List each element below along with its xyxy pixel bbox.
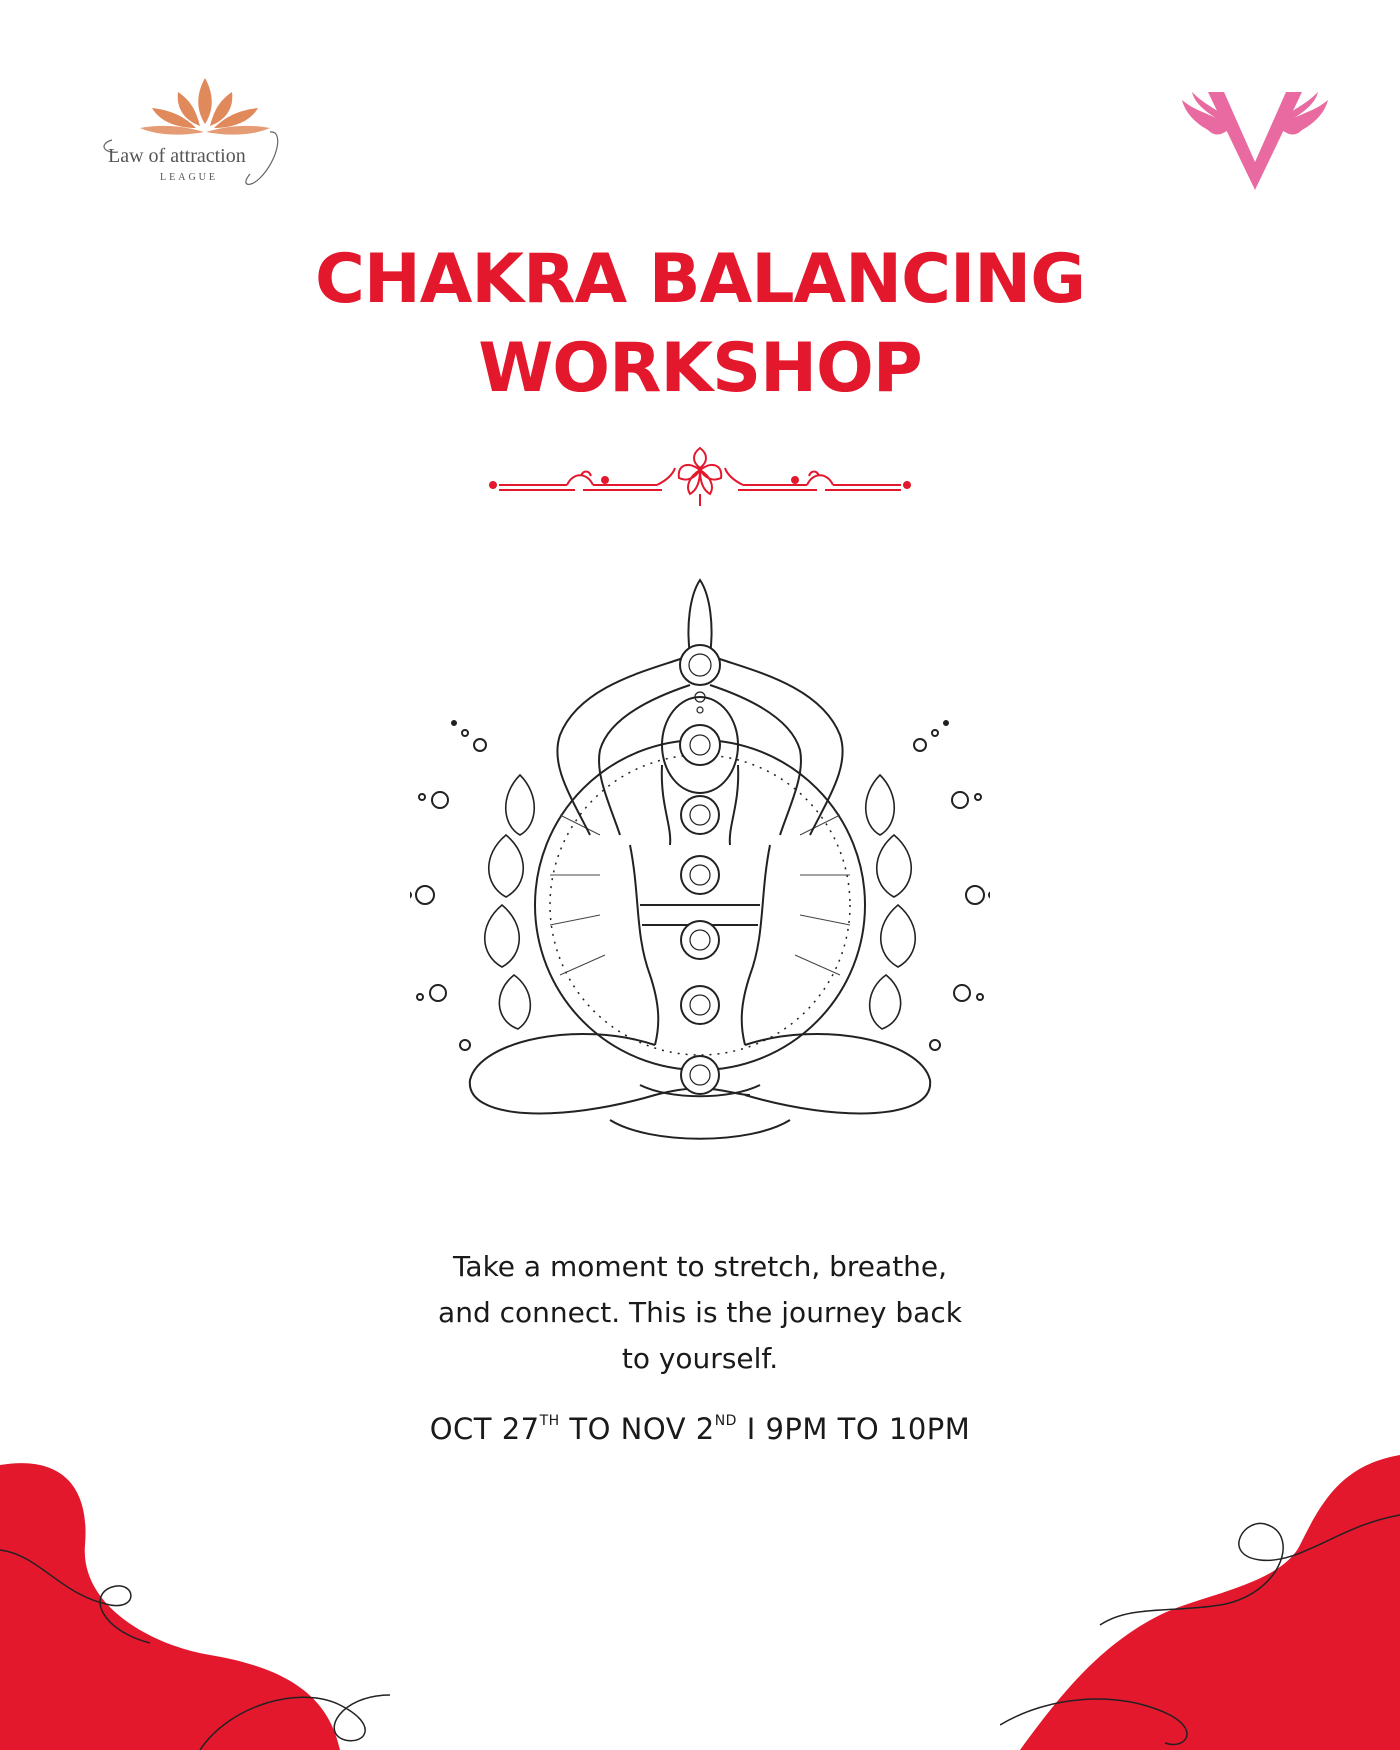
winged-v-icon bbox=[1180, 80, 1330, 200]
law-of-attraction-logo bbox=[100, 70, 310, 210]
logo-text-sub: LEAGUE bbox=[160, 172, 218, 183]
description-line-2: and connect. This is the journey back bbox=[438, 1296, 962, 1329]
ornament-divider-icon bbox=[487, 440, 913, 510]
schedule-start: OCT 27 bbox=[429, 1412, 540, 1446]
description-line-1: Take a moment to stretch, breathe, bbox=[452, 1250, 948, 1283]
schedule-time: I 9PM TO 10PM bbox=[746, 1412, 971, 1446]
title-line-2: WORKSHOP bbox=[478, 329, 922, 408]
schedule-text bbox=[0, 1412, 1400, 1446]
logo-text-main: Law of attraction bbox=[108, 145, 246, 167]
title-line-1: CHAKRA BALANCING bbox=[314, 240, 1086, 319]
red-wave-corner-left bbox=[0, 1455, 440, 1750]
chakra-meditation-figure bbox=[410, 575, 990, 1175]
description-line-3: to yourself. bbox=[621, 1342, 779, 1375]
schedule-connector: TO NOV 2 bbox=[569, 1412, 715, 1446]
lotus-icon bbox=[140, 78, 270, 135]
schedule-start-suffix: TH bbox=[539, 1413, 560, 1429]
schedule-end-suffix: ND bbox=[714, 1413, 737, 1429]
red-wave-corner-right bbox=[1000, 1455, 1400, 1750]
